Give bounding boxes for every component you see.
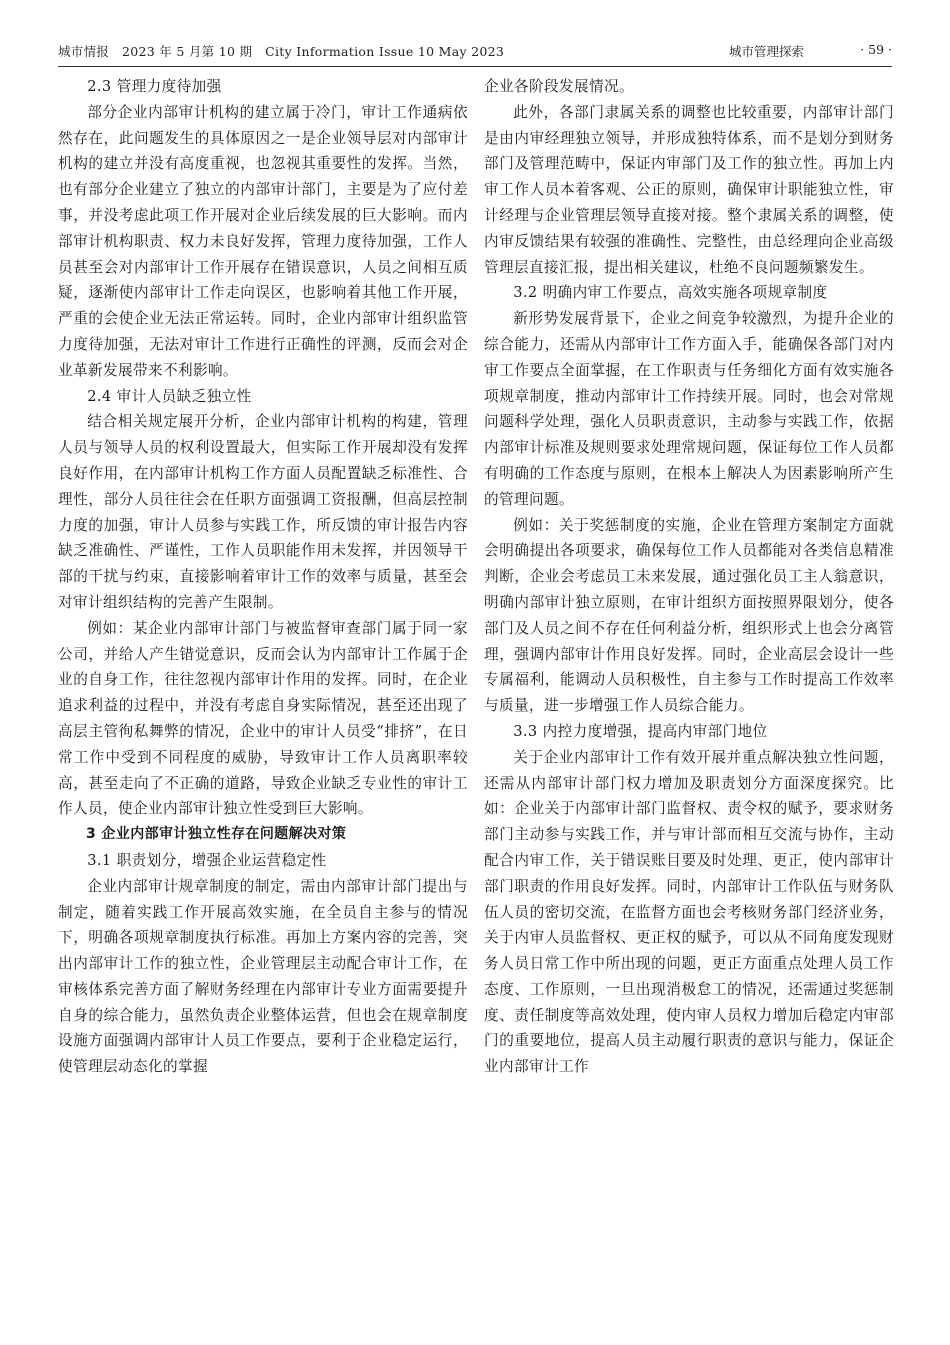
section-title: 城市管理探索 <box>728 44 804 59</box>
section-heading: 3.2 明确内审工作要点，高效实施各项规章制度 <box>513 284 828 302</box>
section-heading: 2.3 管理力度待加强 <box>87 78 222 95</box>
left-column <box>58 74 468 1336</box>
page-number: · 59 · <box>860 42 892 57</box>
chapter-heading: 3 企业内部审计独立性存在问题解决对策 <box>86 826 347 843</box>
running-header <box>58 40 892 64</box>
section-heading: 2.4 审计人员缺乏独立性 <box>87 387 252 405</box>
paragraph: 此外，各部门隶属关系的调整也比较重要，内部审计部门是由内审经理独立领导，并形成独特体系，而不是划分到财务部门及管理范畴中，保证内审部门及工作的独立性。再加上内审工作人员本着客观、公正的原则，确保审计职能独立性，审计经理与企业管理层领导直接对接。整个隶属关系的调整，使内审反馈结果有较强的准确性、完整性，由总经理向企业高级管理层直接汇报，提出相关建议，杜绝不良问题频繁发生。 <box>484 103 894 276</box>
section-heading: 3.3 内控力度增强，提高内审部门地位 <box>513 722 768 740</box>
paragraph-continuation: 企业各阶段发展情况。 <box>484 78 634 95</box>
section-heading: 3.1 职责划分，增强企业运营稳定性 <box>87 851 327 869</box>
paragraph: 例如：关于奖惩制度的实施，企业在管理方案制定方面就会明确提出各项要求，确保每位工作人员都能对各类信息精准判断，企业会考虑员工未来发展，通过强化员工主人翁意识，明确内部审计独立原则，在审计组织方面按照界限划分，使各部门及人员之间不存在任何利益分析，组织形式上也会分离管理，强调内部审计作用良好发挥。同时，企业高层会设计一些专属福利，能调动人员积极性，自主参与工作时提高工作效率与质量，进一步增强工作人员综合能力。 <box>484 516 894 715</box>
paragraph: 关于企业内部审计工作有效开展并重点解决独立性问题，还需从内部审计部门权力增加及职责划分方面深度探究。比如：企业关于内部审计部门监督权、责令权的赋予，要求财务部门主动参与实践工作，并与审计部而相互交流与协作，主动配合内审工作，关于错误账目要及时处理、更正，使内部审计部门职责的作用良好发挥。同时，内部审计工作队伍与财务队伍人员的密切交流，在监督方面也会考核财务部门经济业务，关于内审人员监督权、更正权的赋予，可以从不同角度发现财务人员日常工作中所出现的问题，更正方面重点处理人员工作态度、工作原则，一旦出现消极怠工的情况，还需通过奖惩制度、责任制度等高效处理，使内审人员权力增加后稳定内审部门的重要地位，提高人员主动履行职责的意识与能力，保证企业内部审计工作 <box>484 748 894 1076</box>
journal-info: 城市情报 2023 年 5 月第 10 期 City Information Issue 10 May 2023 <box>58 44 505 59</box>
paragraph: 例如：某企业内部审计部门与被监督审查部门属于同一家公司，并给人产生错觉意识，反而会认为内部审计工作属于企业的自身工作，往往忽视内部审计作用的发挥。同时，在企业追求利益的过程中，并没有考虑自身实际情况，甚至还出现了高层主管徇私舞弊的情况，企业中的审计人员受“排挤”，在日常工作中受到不同程度的威胁，导致审计工作人员离职率较高，甚至走向了不正确的道路，导致企业缺乏专业性的审计工作人员，使企业内部审计独立性受到巨大影响。 <box>58 619 468 818</box>
paragraph: 部分企业内部审计机构的建立属于冷门，审计工作通病依然存在，此问题发生的具体原因之一是企业领导层对内部审计机构的建立并没有高度重视，也忽视其重要性的发挥。当然，也有部分企业建立了独立的内部审计部门，主要是为了应付差事，并没考虑此项工作开展对企业后续发展的巨大影响。而内部审计机构职责、权力未良好发挥，管理力度待加强，工作人员甚至会对内部审计工作开展存在错误意识，人员之间相互质疑，逐渐使内部审计工作走向误区，也影响着其他工作开展，严重的会使企业无法正常运转。同时，企业内部审计组织监管力度待加强，无法对审计工作进行正确性的评测，反而会对企业革新发展带来不利影响。 <box>58 103 468 379</box>
header-rule <box>58 66 892 67</box>
paragraph: 新形势发展背景下，企业之间竞争较激烈，为提升企业的综合能力，还需从内部审计工作方面入手，能确保各部门对内审工作要点全面掌握，在工作职责与任务细化方面有效实施各项规章制度，推动内部审计工作持续开展。同时，也会对常规问题科学处理，强化人员职责意识，主动参与实践工作，依据内部审计标准及规则要求处理常规问题，保证每位工作人员都有明确的工作态度与原则，在根本上解决人为因素影响所产生的管理问题。 <box>484 310 894 508</box>
paragraph: 结合相关规定展开分析，企业内部审计机构的构建，管理人员与领导人员的权利设置最大，但实际工作开展却没有发挥良好作用，在内部审计机构工作方面人员配置缺乏标准性、合理性，部分人员往往会在任职方面强调工资报酬，但高层控制力度的加强，审计人员参与实践工作，所反馈的审计报告内容缺乏准确性、严谨性，工作人员职能作用未发挥，并因领导干部的干扰与约束，直接影响着审计工作的效率与质量，甚至会对审计组织结构的完善产生限制。 <box>58 413 468 611</box>
paragraph: 企业内部审计规章制度的制定，需由内部审计部门提出与制定，随着实践工作开展高效实施，在全员自主参与的情况下，明确各项规章制度执行标准。再加上方案内容的完善，突出内部审计工作的独立性，企业管理层主动配合审计工作，在审核体系完善方面了解财务经理在内部审计专业方面需要提升自身的综合能力，虽然负责企业整体运营，但也会在规章制度设施方面强调内部审计人员工作要点，要利于企业稳定运行，使管理层动态化的掌握 <box>58 877 468 1076</box>
right-column <box>484 74 894 1336</box>
